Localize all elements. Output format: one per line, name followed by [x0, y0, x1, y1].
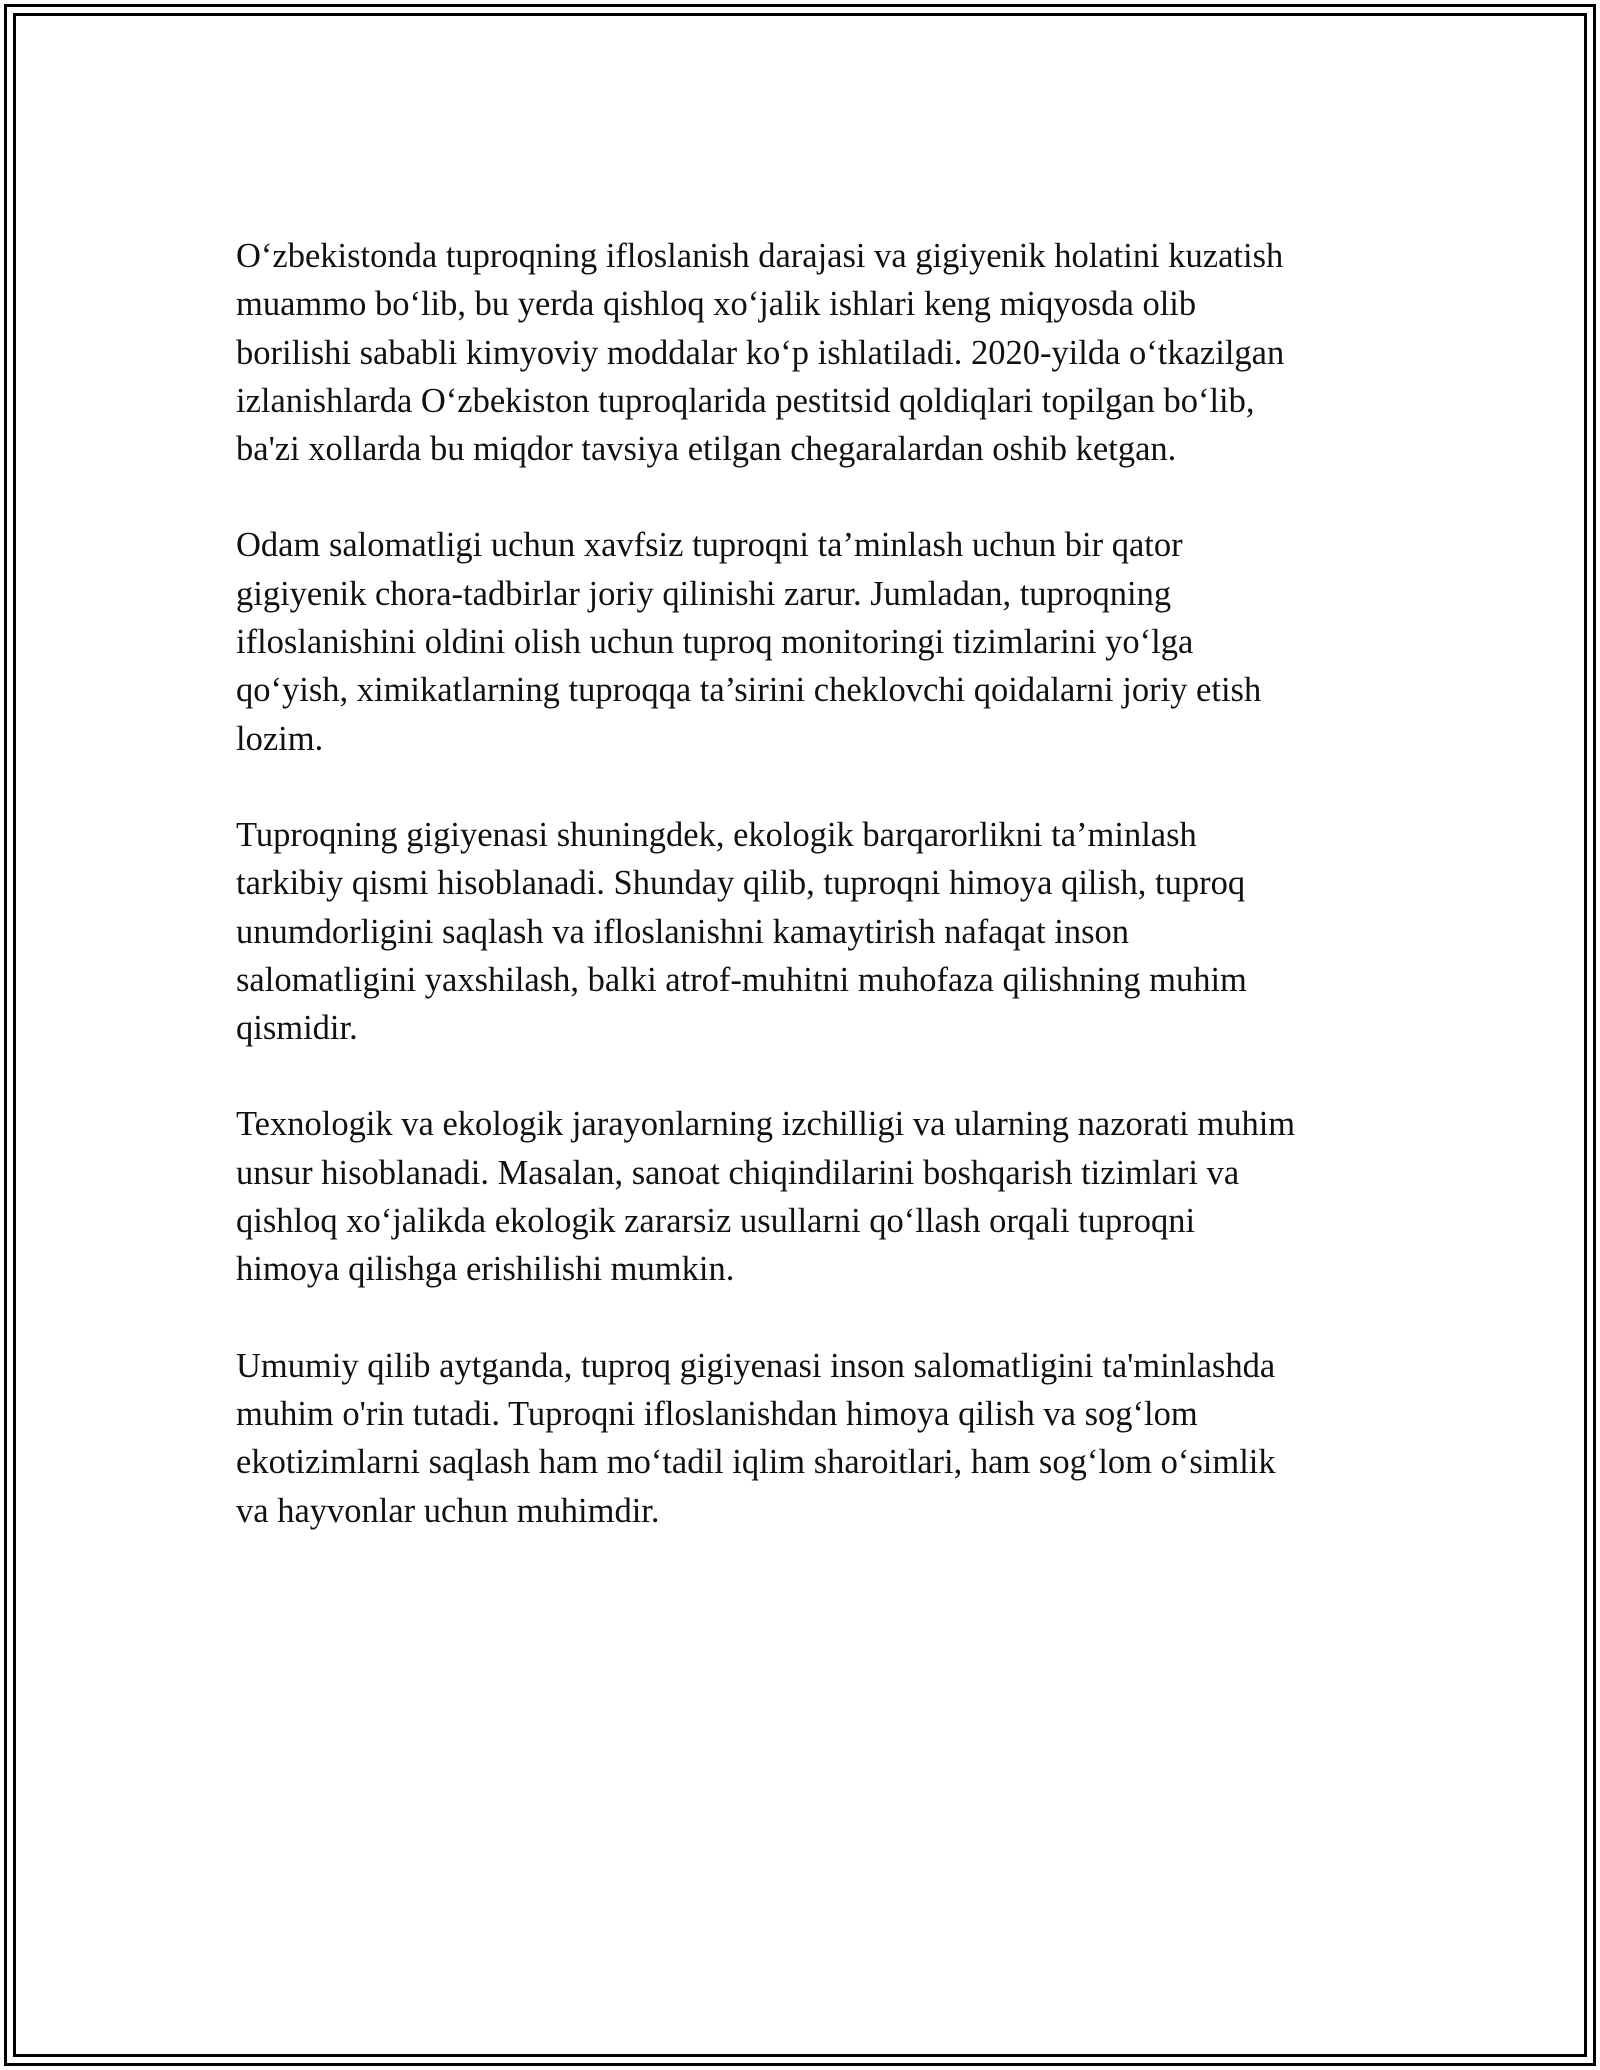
text-line: lozim. [236, 719, 324, 758]
text-line: qo‘yish, ximikatlarning tuproqqa ta’sirini cheklovchi qoidalarni joriy etish [236, 671, 1262, 710]
text-line: qismidir. [236, 1009, 358, 1048]
text-line: Odam salomatligi uchun xavfsiz tuproqni ta’minlash uchun bir qator [236, 526, 1183, 565]
text-line: Umumiy qilib aytganda, tuproq gigiyenasi inson salomatligini ta'minlashda [236, 1346, 1276, 1385]
text-line: O‘zbekistonda tuproqning ifloslanish darajasi va gigiyenik holatini kuzatish [236, 237, 1284, 275]
text-line: ba'zi xollarda bu miqdor tavsiya etilgan chegaralardan oshib ketgan. [236, 430, 1177, 469]
text-line: gigiyenik chora-tadbirlar joriy qilinishi zarur. Jumladan, tuproqning [236, 574, 1172, 613]
paragraph-1 [236, 232, 1376, 473]
text-line: himoya qilishga erishilishi mumkin. [236, 1250, 735, 1289]
text-line: ifloslanishini oldini olish uchun tuproq monitoringi tizimlarini yo‘lga [236, 623, 1194, 662]
text-line: muammo bo‘lib, bu yerda qishloq xo‘jalik ishlari keng miqyosda olib [236, 285, 1197, 324]
text-line: unsur hisoblanadi. Masalan, sanoat chiqindilarini boshqarish tizimlari va [236, 1153, 1240, 1192]
paragraph-2 [236, 521, 1376, 762]
text-line: borilishi sababli kimyoviy moddalar ko‘p ishlatiladi. 2020-yilda o‘tkazilgan [236, 333, 1285, 372]
text-line: unumdorligini saqlash va ifloslanishni kamaytirish nafaqat inson [236, 912, 1130, 951]
text-line: qishloq xo‘jalikda ekologik zararsiz usullarni qo‘llash orqali tuproqni [236, 1202, 1196, 1241]
document-body [236, 232, 1376, 1583]
text-line: Texnologik va ekologik jarayonlarning izchilligi va ularning nazorati muhim [236, 1105, 1296, 1144]
text-line: tarkibiy qismi hisoblanadi. Shunday qilib, tuproqni himoya qilish, tuproq [236, 864, 1246, 903]
paragraph-5 [236, 1342, 1376, 1535]
text-line: ekotizimlarni saqlash ham mo‘tadil iqlim sharoitlari, ham sog‘lom o‘simlik [236, 1443, 1276, 1482]
paragraph-3 [236, 811, 1376, 1052]
paragraph-4 [236, 1100, 1376, 1293]
text-line: Tuproqning gigiyenasi shuningdek, ekologik barqarorlikni ta’minlash [236, 815, 1197, 854]
text-line: muhim o'rin tutadi. Tuproqni ifloslanishdan himoya qilish va sog‘lom [236, 1394, 1198, 1433]
text-line: va hayvonlar uchun muhimdir. [236, 1491, 660, 1530]
text-line: izlanishlarda O‘zbekiston tuproqlarida pestitsid qoldiqlari topilgan bo‘lib, [236, 381, 1255, 420]
text-line: salomatligini yaxshilash, balki atrof-muhitni muhofaza qilishning muhim [236, 960, 1247, 999]
